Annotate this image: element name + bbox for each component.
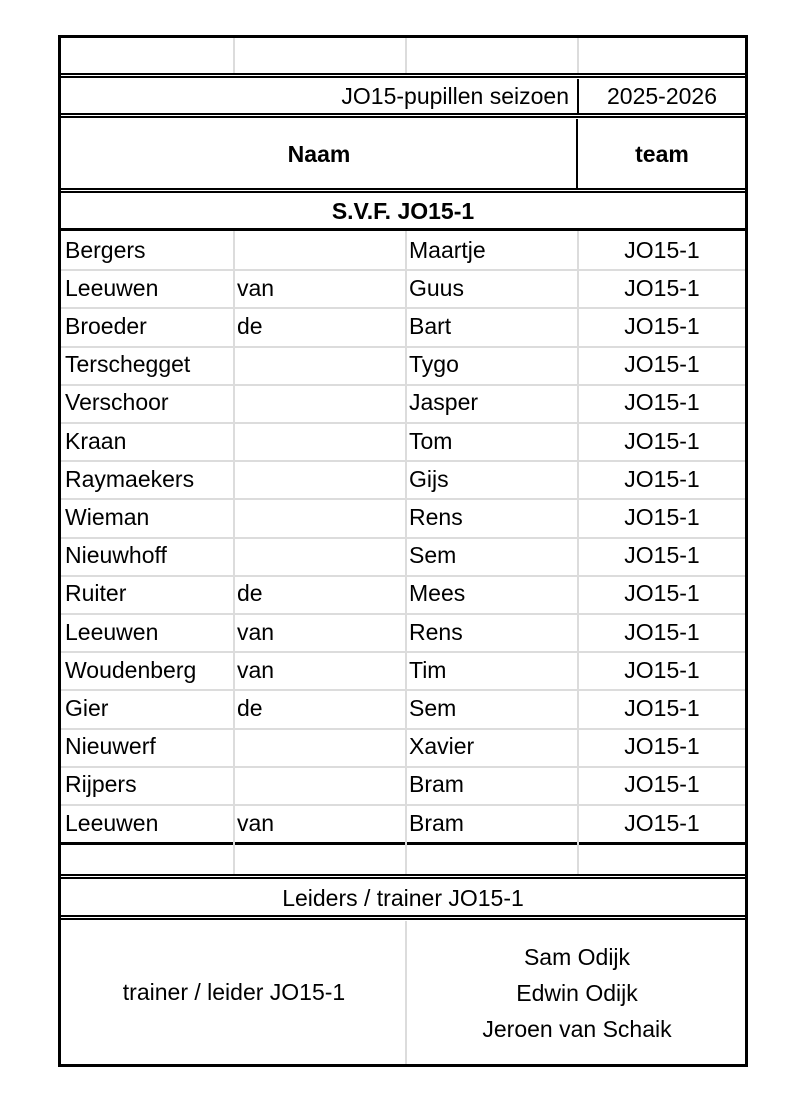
player-team: JO15-1 [624, 389, 700, 416]
player-last-name: Ruiter [65, 580, 127, 607]
player-row [61, 766, 745, 804]
player-row [61, 460, 745, 498]
staff-name: Jeroen van Schaik [482, 1015, 672, 1042]
section-title: S.V.F. JO15-1 [331, 197, 475, 224]
player-prefix [233, 384, 405, 422]
player-team: JO15-1 [624, 733, 700, 760]
player-first-name: Mees [409, 580, 466, 607]
player-row [61, 422, 745, 460]
player-last-name: Nieuwerf [65, 733, 156, 760]
player-prefix [233, 231, 405, 269]
column-header-name: Naam [287, 140, 351, 167]
player-prefix [233, 728, 405, 766]
empty-row-top [61, 38, 745, 74]
player-first-name: Guus [409, 274, 464, 301]
player-last-name: Verschoor [65, 389, 169, 416]
player-last-name: Wieman [65, 503, 150, 530]
player-first-name: Bram [409, 809, 464, 836]
season-value: 2025-2026 [607, 82, 717, 109]
staff-names [407, 921, 747, 1064]
player-team: JO15-1 [624, 427, 700, 454]
player-row [61, 575, 745, 613]
player-last-name: Leeuwen [65, 274, 159, 301]
player-prefix: de [237, 694, 263, 721]
player-prefix [233, 766, 405, 804]
empty-row-bottom [61, 842, 745, 874]
staff-role: trainer / leider JO15-1 [122, 979, 346, 1005]
player-team: JO15-1 [624, 351, 700, 378]
player-team: JO15-1 [624, 809, 700, 836]
player-first-name: Jasper [409, 389, 479, 416]
player-first-name: Rens [409, 503, 463, 530]
staff-title-row [61, 880, 745, 916]
staff-title: Leiders / trainer JO15-1 [282, 884, 524, 911]
player-row [61, 613, 745, 651]
player-first-name: Tom [409, 427, 453, 454]
player-team: JO15-1 [624, 465, 700, 492]
player-first-name: Rens [409, 618, 463, 645]
player-last-name: Leeuwen [65, 618, 159, 645]
player-prefix: de [237, 312, 263, 339]
player-first-name: Maartje [409, 236, 486, 263]
player-last-name: Leeuwen [65, 809, 159, 836]
player-first-name: Bart [409, 312, 452, 339]
player-team: JO15-1 [624, 656, 700, 683]
player-last-name: Broeder [65, 312, 147, 339]
player-last-name: Woudenberg [65, 656, 197, 683]
player-team: JO15-1 [624, 694, 700, 721]
player-first-name: Gijs [409, 465, 449, 492]
player-row [61, 651, 745, 689]
player-row [61, 728, 745, 766]
season-row [61, 79, 745, 113]
player-prefix: de [237, 580, 263, 607]
player-prefix [233, 346, 405, 384]
player-last-name: Rijpers [65, 771, 137, 798]
team-sheet [58, 35, 748, 1067]
player-row [61, 269, 745, 307]
player-prefix: van [237, 618, 275, 645]
player-prefix [233, 422, 405, 460]
player-row [61, 689, 745, 727]
player-last-name: Nieuwhoff [65, 542, 167, 569]
player-prefix [233, 460, 405, 498]
player-last-name: Kraan [65, 427, 127, 454]
player-first-name: Bram [409, 771, 464, 798]
player-row [61, 346, 745, 384]
section-title-row [61, 194, 745, 228]
staff-name: Edwin Odijk [516, 979, 638, 1006]
player-first-name: Tygo [409, 351, 459, 378]
player-last-name: Gier [65, 694, 109, 721]
player-team: JO15-1 [624, 771, 700, 798]
player-row [61, 537, 745, 575]
player-row [61, 498, 745, 536]
player-first-name: Xavier [409, 733, 475, 760]
player-team: JO15-1 [624, 618, 700, 645]
player-first-name: Sem [409, 542, 457, 569]
player-team: JO15-1 [624, 236, 700, 263]
player-last-name: Raymaekers [65, 465, 195, 492]
player-prefix [233, 537, 405, 575]
player-row [61, 231, 745, 269]
player-team: JO15-1 [624, 274, 700, 301]
player-team: JO15-1 [624, 542, 700, 569]
player-team: JO15-1 [624, 312, 700, 339]
player-prefix [233, 498, 405, 536]
player-team: JO15-1 [624, 580, 700, 607]
staff-row [61, 921, 745, 1064]
player-prefix: van [237, 274, 275, 301]
player-first-name: Sem [409, 694, 457, 721]
player-row [61, 804, 745, 842]
player-prefix: van [237, 809, 275, 836]
player-last-name: Bergers [65, 236, 146, 263]
player-first-name: Tim [409, 656, 447, 683]
player-team: JO15-1 [624, 503, 700, 530]
player-last-name: Terschegget [65, 351, 191, 378]
column-header-row [61, 119, 745, 189]
column-header-team: team [635, 140, 689, 167]
player-prefix: van [237, 656, 275, 683]
season-label: JO15-pupillen seizoen [341, 82, 569, 109]
player-row [61, 384, 745, 422]
player-row [61, 307, 745, 345]
staff-name: Sam Odijk [523, 943, 631, 970]
